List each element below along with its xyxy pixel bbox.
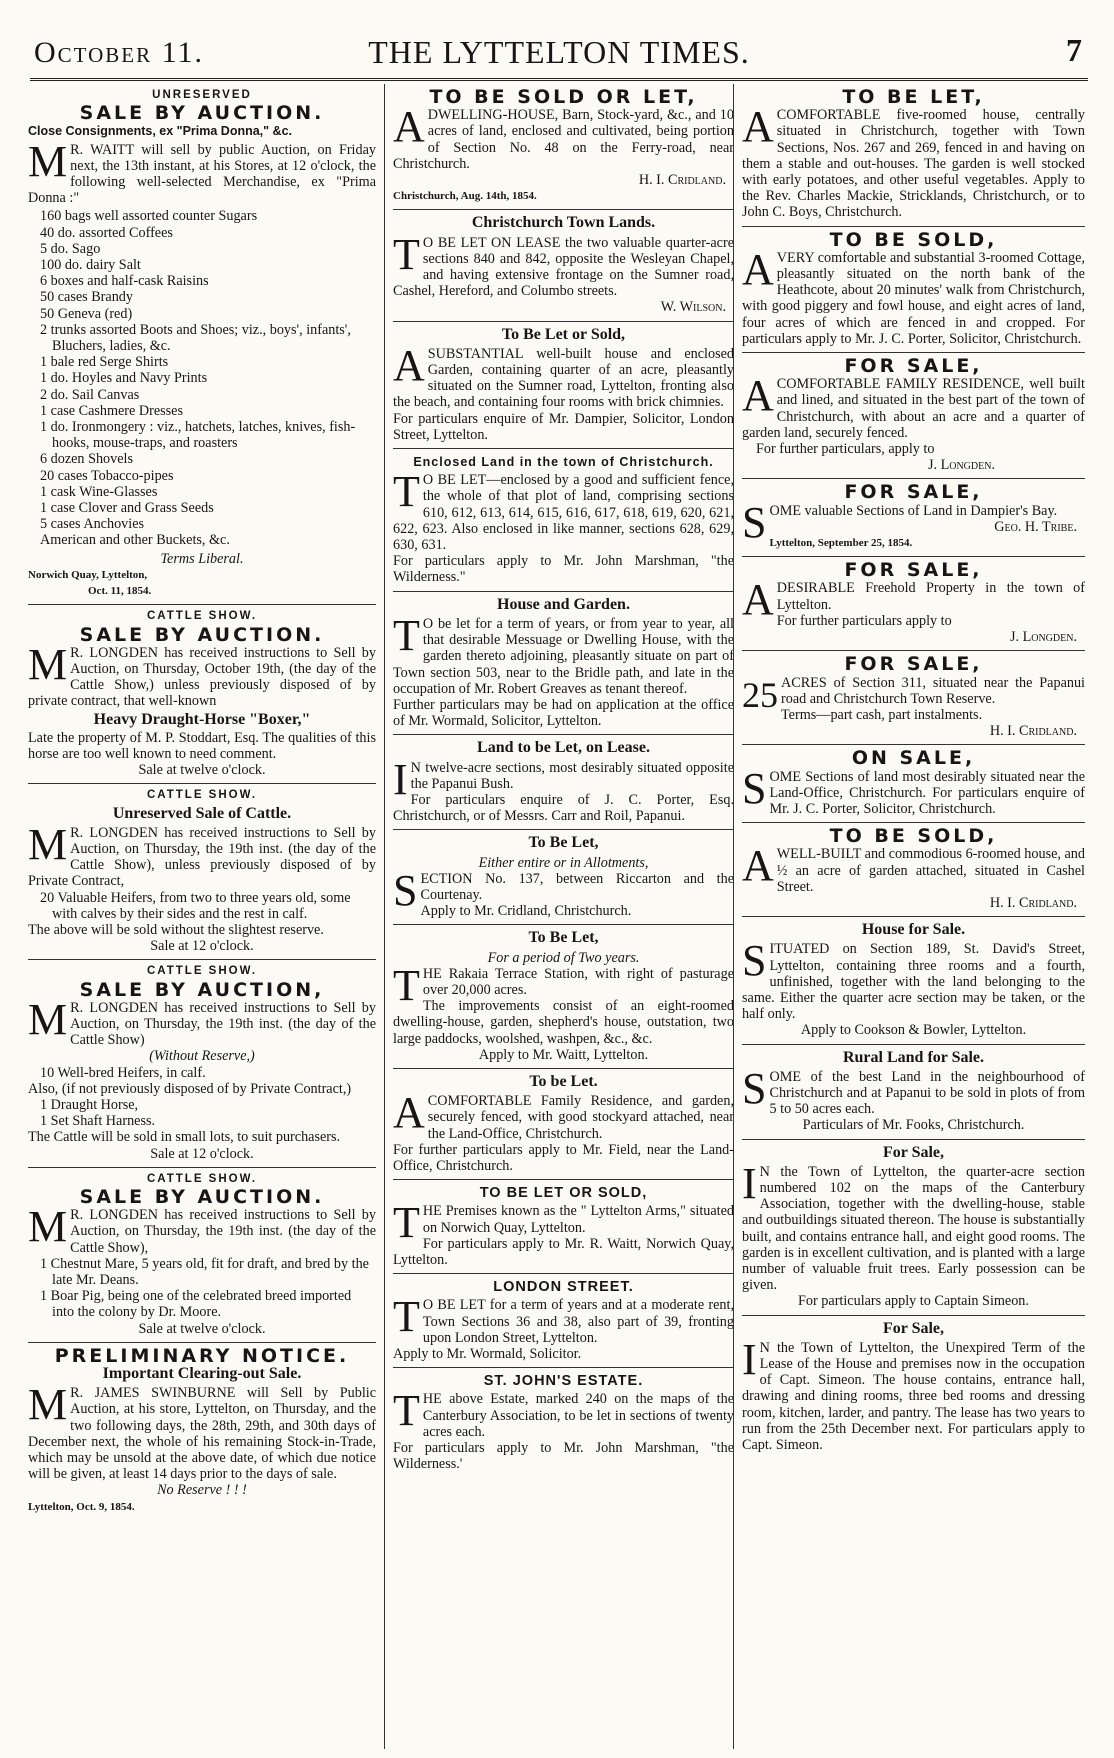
ad-body: ADESIRABLE Freehold Property in the town of Lyttelton. <box>742 575 1085 625</box>
ad-heading: SALE BY AUCTION. <box>79 1186 325 1208</box>
ad-heading: PRELIMINARY NOTICE. <box>54 1344 350 1367</box>
drop-cap: I <box>742 1334 757 1384</box>
lot-item: 100 do. dairy Salt <box>40 257 141 274</box>
ad-body: T O BE LET ON LEASE the two valuable quarter-acre sections 840 and 842, opposite the Wesleyan Chapel, and having extensive frontage on the Sumner road, Cashel, Hereford, and Columbo streets. <box>393 229 734 300</box>
ad-heading: FOR SALE, <box>844 355 983 378</box>
ad-subhead: For a period of Two years. <box>487 949 640 966</box>
ad-heading: TO BE LET, <box>842 86 985 108</box>
ad-enclosed-land <box>393 449 734 592</box>
ad-body: T O BE LET—enclosed by a good and sufficient fence, the whole of that plot of land, comprising sections 610, 612, 613, 614, 615, 616, 617, 618, 619, 620, 621, 622, 623. Also enclosed in like manner, sections 628, 629, 630, 631. <box>393 467 734 554</box>
drop-cap: S <box>742 497 767 547</box>
drop-cap: T <box>393 1386 420 1436</box>
ad-swinburne <box>28 1343 376 1520</box>
ad-signature: J. Longden. <box>927 457 995 474</box>
drop-cap: M <box>28 1380 68 1430</box>
ad-after: For particulars apply to Mr. John Marshman, "the Wilderness.' <box>393 1440 734 1473</box>
ad-on-sale <box>742 745 1085 823</box>
ad-section-137 <box>393 830 734 925</box>
ad-cattle-heifers <box>28 784 376 960</box>
ad-heading: For Sale, <box>882 1143 945 1161</box>
ad-heading: SALE BY AUCTION. <box>79 623 325 646</box>
ad-st-johns <box>393 1368 734 1477</box>
lot-item: 40 do. assorted Coffees <box>40 224 173 241</box>
ad-footer: Sale at twelve o'clock. <box>138 762 266 779</box>
ad-body: M R. LONGDEN has received instructions to Sell by Auction, on Thursday, October 19th, (the day of the Cattle Show,) unless previously disposed of by private contract, that well-known <box>28 639 376 710</box>
ad-note: No Reserve ! ! ! <box>157 1482 247 1499</box>
ad-after: The improvements consist of an eight-roomed dwelling-house, garden, shepherd's house, outstation, two large paddocks, woolshed, washpen, &c., &c. <box>393 998 734 1047</box>
drop-cap: T <box>393 610 420 660</box>
ad-heading: SALE BY AUCTION, <box>79 978 325 1001</box>
ad-date: Christchurch, Aug. 14th, 1854. <box>393 190 537 203</box>
ad-body: THE Premises known as the " Lyttelton Arms," situated on Norwich Quay, Lyttelton. <box>393 1198 734 1248</box>
ad-footer: Sale at 12 o'clock. <box>150 1145 254 1162</box>
drop-cap: M <box>28 1202 68 1252</box>
ad-place: Norwich Quay, Lyttelton, <box>28 568 148 581</box>
ad-kicker: CATTLE SHOW. <box>146 965 258 978</box>
ad-body: M R. LONGDEN has received instructions to Sell by Auction, on Thursday, the 19th inst. (the day of the Cattle Show), unless previously disposed of by Private Contract, <box>28 819 376 890</box>
ad-cashel-street <box>742 823 1085 917</box>
ad-after: Terms—part cash, part instalments. <box>781 706 983 723</box>
drop-cap: T <box>393 229 420 279</box>
ad-house-garden <box>393 592 734 736</box>
ad-after: For particulars enquire of J. C. Porter, Esq. Christchurch, or of Messrs. Carr and Roil, Papanui. <box>393 791 734 825</box>
drop-cap: T <box>393 960 420 1010</box>
ad-terms: Terms Liberal. <box>160 550 244 567</box>
drop-cap: M <box>28 819 68 869</box>
ad-signature: W. Wilson. <box>660 299 726 316</box>
ad-signature: H. I. Cridland. <box>989 723 1077 740</box>
ad-after: For particulars apply to Captain Simeon. <box>798 1293 1029 1310</box>
ad-body: SITUATED on Section 189, St. David's Street, Lyttelton, containing three rooms and a fourth, unfinished, together with the land belonging to the same. Either the quarter acre section may be taken, or the half only. <box>742 936 1085 1023</box>
ad-london-street <box>393 1274 734 1368</box>
drop-cap: A <box>393 102 425 152</box>
ad-footer: Sale at twelve o'clock. <box>138 1320 266 1337</box>
drop-cap: T <box>393 1292 420 1342</box>
ad-body: I N the Town of Lyttelton, the quarter-acre section numbered 102 on the maps of the Canterbury Association, together with the dwelling-house, stable and outbuildings situated thereon. The house is substantially built, and contains entrance hall, and eight good rooms. The garden is in excellent cultivation, and is planted with a large number of valuable fruit trees. Early possession can be given. <box>742 1158 1085 1294</box>
ad-item: 20 Valuable Heifers, from two to three years old, some with calves by their sides and the rest in calf. <box>40 889 351 922</box>
drop-cap: A <box>393 1088 425 1138</box>
ad-date: Oct. 11, 1854. <box>88 585 152 598</box>
lot-item: 1 Chestnut Mare, 5 years old, fit for draft, and bred by the late Mr. Deans. <box>40 1255 369 1289</box>
ad-date: Lyttelton, Oct. 9, 1854. <box>28 1500 135 1513</box>
drop-cap: A <box>742 841 774 891</box>
lot-item: American and other Buckets, &c. <box>40 532 230 549</box>
ad-kicker: CATTLE SHOW. <box>146 789 258 802</box>
lot-item: 5 cases Anchovies <box>40 516 145 533</box>
ad-after: Apply to Mr. Cridland, Christchurch. <box>420 903 632 920</box>
ad-body: T O be let for a term of years, or from year to year, all that desirable Messuage or Dwelling House, with the garden thereto adjoining, pleasantly situate on part of Town section 503, near to the Bridle path, and late in the occupation of Mr. Robert Greaves as tenant thereof. <box>393 610 734 697</box>
ad-signature: Geo. H. Tribe. <box>994 518 1077 535</box>
lot-item: 6 boxes and half-cask Raisins <box>40 273 209 290</box>
column-1 <box>28 84 376 1749</box>
ad-after: Particulars of Mr. Fooks, Christchurch. <box>802 1117 1025 1134</box>
ad-body: I N twelve-acre sections, most desirably situated opposite the Papanui Bush. <box>393 754 734 804</box>
lot-item: 1 bale red Serge Shirts <box>40 354 169 371</box>
ad-let-or-sold <box>393 322 734 449</box>
ad-unexpired-lease <box>742 1316 1085 1459</box>
lot-item: 2 trunks assorted Boots and Shoes; viz., boys', infants', Bluchers, ladies, &c. <box>40 321 351 355</box>
page-number: 7 <box>1066 32 1082 68</box>
ad-footer: Sale at 12 o'clock. <box>150 938 254 955</box>
ad-cattle-boxer <box>28 605 376 784</box>
drop-cap: I <box>742 1158 757 1208</box>
ad-body: I N the Town of Lyttelton, the Unexpired Term of the Lease of the House and premises now in the occupation of Capt. Simeon. The house contains, entrance hall, drawing and dining rooms, three bed rooms and dressing room, kitchen, larder, and pantry. The lease has two years to run from the 25th December next. For particulars apply to Capt. Simeon. <box>742 1334 1085 1454</box>
ad-heading: Rural Land for Sale. <box>842 1048 985 1066</box>
ad-body: ACOMFORTABLE five-roomed house, centrally situated in Christchurch, together with Town Sections, Nos. 267 and 269, fenced in and having on them a stable and out-houses. The garden is well stocked with early potatoes, and other useful vegetables. Apply to the Rev. Charles Mackie, Stricklands, Christchurch, or to John C. Boys, Christchurch. <box>742 102 1085 221</box>
ad-subhead: Important Clearing-out Sale. <box>102 1365 302 1383</box>
ad-body: SOME valuable Sections of Land in Dampier's Bay. <box>742 497 1058 547</box>
ad-after: The Cattle will be sold in small lots, to suit purchasers. <box>28 1129 341 1146</box>
lot-item: 2 do. Sail Canvas <box>40 386 140 403</box>
drop-cap: S <box>742 1063 767 1113</box>
lot-item: 160 bags well assorted counter Sugars <box>40 208 258 225</box>
ad-heading: TO BE LET OR SOLD, <box>479 1185 648 1202</box>
ad-heading: For Sale, <box>882 1319 945 1337</box>
ad-land-lease <box>393 735 734 830</box>
drop-cap: A <box>393 340 425 390</box>
ad-body: THE Rakaia Terrace Station, with right of pasturage over 20,000 acres. <box>393 960 734 1010</box>
ad-house-for-sale <box>742 917 1085 1044</box>
lot-item: 6 dozen Shovels <box>40 451 133 468</box>
ad-body: ACOMFORTABLE Family Residence, and garden, securely fenced, with good stockyard attached, near the Land-Office, Christchurch. <box>393 1088 734 1142</box>
ad-heading: To Be Let, <box>528 929 599 947</box>
lot-item: 20 cases Tobacco-pipes <box>40 467 174 484</box>
ad-item: Heavy Draught-Horse "Boxer," <box>93 710 311 728</box>
drop-cap: A <box>742 244 774 294</box>
ad-cottage <box>742 227 1085 353</box>
ad-after: For further particulars apply to Mr. Field, near the Land-Office, Christchurch. <box>393 1141 734 1174</box>
ad-family-residence <box>393 1069 734 1180</box>
drop-cap: S <box>393 865 418 915</box>
ad-after: For particulars apply to Mr. John Marshman, "the Wilderness." <box>393 553 734 586</box>
ad-signature: H. I. Cridland. <box>989 894 1077 911</box>
ad-item: 10 Well-bred Heifers, in calf. <box>40 1064 206 1081</box>
column-2 <box>384 84 734 1749</box>
issue-date: October 11. <box>34 36 205 69</box>
ad-body: THE above Estate, marked 240 on the maps of the Canterbury Association, to be let in sections of twenty acres each. <box>393 1386 734 1440</box>
ad-date: Lyttelton, September 25, 1854. <box>769 537 913 550</box>
ad-lyttelton-arms <box>393 1180 734 1274</box>
ad-also: Also, (if not previously disposed of by Private Contract,) <box>28 1080 352 1097</box>
lot-item: 1 do. Ironmongery : viz., hatchets, latches, knives, fish-hooks, mouse-traps, and roasters <box>40 419 356 452</box>
lot-item: 1 Boar Pig, being one of the celebrated breed imported into the colony by Dr. Moore. <box>40 1288 352 1321</box>
drop-cap: I <box>393 754 408 804</box>
ad-sold-or-let <box>393 84 734 210</box>
drop-cap: T <box>393 467 420 517</box>
ad-freehold <box>742 557 1085 651</box>
lot-item: 1 case Cashmere Dresses <box>40 402 184 419</box>
ad-heading: TO BE SOLD, <box>829 825 998 848</box>
ad-cattle-reserve <box>28 960 376 1167</box>
ad-after: For further particulars apply to <box>776 612 952 629</box>
ad-body: M R. LONGDEN has received instructions to Sell by Auction, on Thursday, the 19th inst. (the day of the Cattle Show) <box>28 994 376 1049</box>
ad-kicker: CATTLE SHOW. <box>146 610 258 623</box>
drop-cap: 25 <box>742 674 778 715</box>
drop-cap: A <box>742 371 774 421</box>
ad-after: For further particulars, apply to <box>756 441 935 458</box>
ad-body: SOME Sections of land most desirably situated near the Land-Office, Christchurch. For particulars enquire of Mr. J. C. Porter, Solicitor, Christchurch. <box>742 763 1085 817</box>
ad-heading: ON SALE, <box>851 747 976 770</box>
ad-signature: J. Longden. <box>1009 629 1077 646</box>
ad-heading: FOR SALE, <box>844 559 983 582</box>
ad-heading: Christchurch Town Lands. <box>471 214 656 232</box>
ad-body: SOME of the best Land in the neighbourhood of Christchurch and at Papanui to be sold in plots of from 5 to 50 acres each. <box>742 1063 1085 1118</box>
ad-subhead: Either entire or in Allotments, <box>478 854 649 871</box>
ad-heading: FOR SALE, <box>844 481 983 504</box>
ad-five-roomed <box>742 84 1085 227</box>
ad-heading: Unreserved Sale of Cattle. <box>112 804 292 822</box>
ad-heading: TO BE SOLD, <box>829 228 998 251</box>
ad-kicker: CATTLE SHOW. <box>146 1172 258 1185</box>
drop-cap: T <box>393 1198 420 1248</box>
ad-heading: LONDON STREET. <box>493 1279 634 1296</box>
ad-body: ASUBSTANTIAL well-built house and enclosed Garden, containing quarter of an acre, pleasantly situated on the Sumner road, Lyttelton, fronting also the beach, and containing four rooms with brick chimnies. <box>393 340 734 411</box>
lot-item: 1 do. Hoyles and Navy Prints <box>40 370 208 387</box>
ad-body: M R. LONGDEN has received instructions to Sell by Auction, on Thursday, the 19th inst. (the day of the Cattle Show), <box>28 1202 376 1256</box>
ad-subhead: Close Consignments, ex "Prima Donna," &c. <box>28 124 292 139</box>
ad-town-lands <box>393 210 734 321</box>
ad-kicker: UNRESERVED <box>152 89 252 101</box>
ad-heading: ST. JOHN'S ESTATE. <box>483 1373 644 1390</box>
ad-after: The above will be sold without the slightest reserve. <box>28 921 324 938</box>
lot-item: 1 case Clover and Grass Seeds <box>40 500 214 517</box>
ad-body: AWELL-BUILT and commodious 6-roomed house, and ½ an acre of garden attached, situated in Cashel Street. <box>742 841 1085 895</box>
newspaper-title: THE LYTTELTON TIMES. <box>368 34 750 70</box>
drop-cap: M <box>28 994 68 1044</box>
ad-heading: To Be Let, <box>528 834 599 852</box>
ad-after: Apply to Cookson & Bowler, Lyttelton. <box>800 1022 1027 1039</box>
ad-heading: House and Garden. <box>497 595 630 613</box>
ad-body: AVERY comfortable and substantial 3-roomed Cottage, pleasantly situated on the north bank of the Heathcote, about 20 minutes' walk from Christchurch, with good piggery and fowl house, and eight acres of land, four acres of which are fenced in and cropped. For particulars apply to Mr. J. C. Porter, Solicitor, Christchurch. <box>742 244 1085 347</box>
ad-after: For particulars apply to Mr. R. Waitt, Norwich Quay, Lyttelton. <box>393 1235 734 1268</box>
lot-item: 50 Geneva (red) <box>40 305 133 322</box>
drop-cap: S <box>742 936 767 986</box>
ad-apply: Apply to Mr. Waitt, Lyttelton. <box>478 1046 649 1063</box>
ad-family-residence-sale <box>742 353 1085 479</box>
drop-cap: A <box>742 102 774 152</box>
lot-list <box>28 208 376 548</box>
ad-heading: SALE BY AUCTION. <box>79 102 325 125</box>
ad-heading: House for Sale. <box>861 921 966 939</box>
ad-heading: Enclosed Land in the town of Christchurch. <box>413 455 714 470</box>
ad-body: ACOMFORTABLE FAMILY RESIDENCE, well built and lined, and situated in the best part of the town of Christchurch, with about an acre and a quarter of garden land, securely fenced. <box>742 371 1085 441</box>
lot-item: 5 do. Sago <box>40 240 101 257</box>
ad-waitt-auction <box>28 84 376 605</box>
lot-item: 50 cases Brandy <box>40 289 133 306</box>
ad-rakaia <box>393 925 734 1069</box>
drop-cap: S <box>742 763 767 813</box>
ad-note: (Without Reserve,) <box>149 1048 255 1065</box>
ad-after: Apply to Mr. Wormald, Solicitor. <box>393 1346 582 1363</box>
lot-item: 1 Set Shaft Harness. <box>40 1113 156 1130</box>
ad-body: T O BE LET for a term of years and at a moderate rent, Town Sections 36 and 38, also part of 39, fronting upon London Street, Lyttelton. <box>393 1292 734 1346</box>
ad-after: For particulars enquire of Mr. Dampier, Solicitor, London Street, Lyttelton. <box>393 410 734 443</box>
ad-signature: H. I. Cridland. <box>638 172 726 189</box>
ad-dampiers-bay <box>742 479 1085 557</box>
ad-heading: FOR SALE, <box>844 653 983 676</box>
ad-body: M R. JAMES SWINBURNE will Sell by Public Auction, at his store, Lyttelton, on Thursday, and the two following days, the 28th, 29th, and 30th days of December next, the whole of his remaining Stock-in-Trade, which may be unsold at the above date, of which due notice will be given, at least 14 days prior to the days of sale. <box>28 1380 376 1483</box>
ad-heading: To Be Let or Sold, <box>501 325 626 343</box>
ad-cattle-mare <box>28 1168 376 1343</box>
ad-25-acres <box>742 651 1085 745</box>
drop-cap: M <box>28 136 68 186</box>
drop-cap: M <box>28 639 68 689</box>
ad-heading: To be Let. <box>529 1072 598 1090</box>
ad-section-102 <box>742 1140 1085 1316</box>
ad-body: 25 ACRES of Section 311, situated near the Papanui road and Christchurch Town Reserve. <box>742 674 1085 715</box>
ad-body: SECTION No. 137, between Riccarton and the Courtenay. <box>393 865 734 915</box>
column-3 <box>733 84 1085 1749</box>
ad-body: M R. WAITT will sell by public Auction, on Friday next, the 13th instant, at his Stores, at 12 o'clock, the following well-selected Merchandise, ex "Prima Donna :" <box>28 136 376 207</box>
ad-after: Further particulars may be had on application at the office of Mr. Wormald, Solicitor, Lyttelton. <box>393 696 734 730</box>
ad-body: ADWELLING-HOUSE, Barn, Stock-yard, &c., and 10 acres of land, enclosed and cultivated, being portion of Section No. 48 on the Ferry-road, near Christchurch. <box>393 102 734 172</box>
masthead <box>30 28 1088 81</box>
lot-item: 1 Draught Horse, <box>40 1096 139 1113</box>
ad-rural-land <box>742 1045 1085 1140</box>
lot-item: 1 cask Wine-Glasses <box>40 483 158 500</box>
ad-after: Late the property of M. P. Stoddart, Esq. The qualities of this horse are too well known to need comment. <box>28 729 376 762</box>
drop-cap: A <box>742 575 774 625</box>
ad-heading: TO BE SOLD OR LET, <box>429 86 698 108</box>
ad-heading: Land to be Let, on Lease. <box>477 739 650 757</box>
